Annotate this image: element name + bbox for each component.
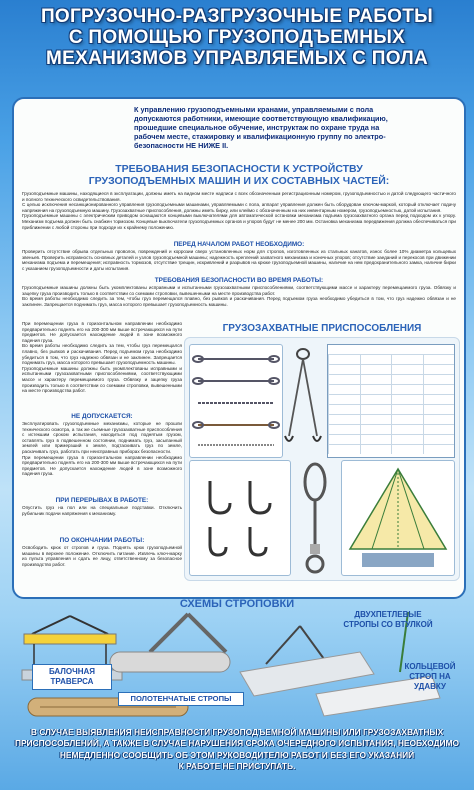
poster-title <box>0 6 474 69</box>
before-text: Проверить отсутствие обрыва отдельных проволок, повреждений и коррозии сверх установленных норм для стропов, изготовленных из стальных канатов, износ более 10% диаметра кольцевых звеньев. Проверить исправность основных деталей и узлов грузоподъемной машины; надежность креплений захватного механизма и конечных упоров; отсутствие заеданий и перекосов при движении механизма подъема и перемещения; исправность тормозов, отсутствие трещин, искривлений и разрывов на крюке грузоподъемной машины, наличие на нем предохранительного замка, наличие бирки с указанием грузоподъемности и даты испытания. <box>22 249 456 271</box>
section-before-header: ПЕРЕД НАЧАЛОМ РАБОТ НЕОБХОДИМО: <box>173 241 305 248</box>
end-text: Освободить крюк от стропов и груза. Поднять крюк грузоподъемной машины в верхнее положение. Отключить питание. Извлечь ключ-марку из пульта управления и сдать ее лицу, ответственному за безопасное производство работ. <box>22 545 182 567</box>
callout-flat-slings: ПОЛОТЕНЧАТЫЕ СТРОПЫ <box>118 692 244 706</box>
sling-table <box>327 344 455 458</box>
warning-text: В СЛУЧАЕ ВЫЯВЛЕНИЯ НЕИСПРАВНОСТИ ГРУЗОПОДЪЕМНОЙ МАШИНЫ ИЛИ ГРУЗОЗАХВАТНЫХ ПРИСПОСОБЛЕНИЙ, А ТАКЖЕ В СЛУЧАЕ НАРУШЕНИЯ СРОКА ОЧЕРЕДНОГО ИСПЫТАНИЯ, НЕОБХОДИМО НЕМЕДЛЕННО СООБЩИТЬ ОБ ЭТОМ РУКОВОДИТЕЛЮ РАБОТ И БЕЗ ЕГО УКАЗАНИЙ К РАБОТЕ НЕ ПРИСТУПАТЬ. <box>14 727 460 772</box>
breaks-text: Опустить груз на пол или на специальные подставки. Отключить рубильник подачи напряжения к механизму. <box>22 505 182 516</box>
section-forbidden-header: НЕ ДОПУСКАЕТСЯ: <box>71 413 133 420</box>
angle-scheme <box>342 461 454 575</box>
slings-card <box>189 344 283 458</box>
gripping-illustrations <box>184 337 460 581</box>
slings-drawing <box>190 345 282 457</box>
hooks-drawing <box>190 461 290 575</box>
section-during-header: ТРЕБОВАНИЯ БЕЗОПАСНОСТИ ВО ВРЕМЯ РАБОТЫ: <box>154 277 324 284</box>
scheme-card <box>341 460 455 576</box>
requirements-text: Грузоподъемные машины, находящиеся в эксплуатации, должны иметь на видном месте надписи с всех обозначенным регистрационным номером, грузоподъемностью и датой следующего частичного и полного технического освидетельствования. С целью исключения несанкционированного управления грузоподъемными машинами, управляемыми с пола, аппарат управления должен быть оборудован ключом-маркой, который отключает подачу напряжения на грузоподъемную машину. Грузозахватные приспособления, должны иметь бирку, или клеймо с обозначенным на них инвентарным номером, грузоподъемностью, датой испытания. Грузоподъемные машины с электрическим приводом оснащаются концевыми выключателями для автоматической остановки механизма подъема грузозахватного органа перед подходом их к упору. Механизм подъема должен быть снабжен тормозом. Концевые выключатели грузоподъемных органов и упоров будут не менее 200 мм. Остановка механизма передвижения должна обеспечиваться при приближении с любой стороны при подходе их к крайнему положению. <box>22 191 456 230</box>
callout-ring-sling: КОЛЬЦЕВОЙ СТРОП НА УДАВКУ <box>404 662 456 691</box>
forbidden-text: Эксплуатировать грузоподъемные механизмы, которые не прошли технического осмотра, а так же съемные грузозахватные приспособления с истекшим сроком испытания, находиться под поднятым грузом, оставлять груз в подвешенном состоянии, поднимать груз, засыпанный землей или примерзший к земле, подтаскивать груз по земле, раскачивать груз, работать при неисправных приборах безопасности. При перемещении груза в горизонтальном направлении необходимо предварительно поднять его на 200-300 мм выше встречающихся на пути предметов. Не допускается нахождение людей в зоне возможного падения груза. <box>22 421 182 477</box>
title-line-3: МЕХАНИЗМОВ УПРАВЛЯЕМЫХ С ПОЛА <box>46 48 428 69</box>
requirements-header: ТРЕБОВАНИЯ БЕЗОПАСНОСТИ К УСТРОЙСТВУ ГРУЗОПОДЪЕМНЫХ МАШИН И ИХ СОСТАВНЫХ ЧАСТЕЙ: <box>88 163 390 187</box>
intro-text: К управлению грузоподъемными кранами, управляемыми с пола допускаются работники, имеющие соответствующую квалификацию, прошедшие специальное обучение, инструктаж по охране труда на рабочем месте, стажировку и квалификационную группу по электро- безопасности НЕ НИЖЕ II. <box>134 105 388 150</box>
slinging-header: СХЕМЫ СТРОПОВКИ <box>179 598 295 610</box>
section-end-header: ПО ОКОНЧАНИИ РАБОТЫ: <box>59 537 145 544</box>
loop-sling <box>293 460 337 574</box>
two-loop-drawing <box>240 626 374 696</box>
title-line-1: ПОГРУЗОЧНО-РАЗГРУЗОЧНЫЕ РАБОТЫ <box>40 6 434 27</box>
title-line-2: С ПОМОЩЬЮ ГРУЗОПОДЪЕМНЫХ <box>68 27 406 48</box>
callout-two-loop: ДВУХПЕТЛЕВЫЕ СТРОПЫ СО ВТУЛКОЙ <box>343 610 433 629</box>
gripping-header: ГРУЗОЗАХВАТНЫЕ ПРИСПОСОБЛЕНИЯ <box>222 323 422 334</box>
callout-traverse: БАЛОЧНАЯ ТРАВЕРСА <box>32 664 112 690</box>
hooks-card <box>189 460 291 576</box>
content-panel <box>12 97 466 599</box>
during-text-top: Грузоподъемные машины должны быть укомплектованы исправными и испытанными грузозахватными приспособлениями, соответствующими массе и характеру перемещаемого груза. Обвязку и зацепку груза производить только в соответствии со схемами строповки, вывешенными на месте производства работ. Во время работы необходимо следить за тем, чтобы груз перемещался плавно, без рывков и раскачивания. Перед подъемом груза необходимо убедиться в том, что груз надежно обвязан и не заклинен. Запрещается поднимать груз, масса которого превышает грузоподъемность машины. <box>22 285 456 307</box>
section-breaks-header: ПРИ ПЕРЕРЫВАХ В РАБОТЕ: <box>55 497 149 504</box>
during-text-left: При перемещении груза в горизонтальном направлении необходимо предварительно поднять его на 200-300 мм выше встречающихся на пути предметов. Не допускается нахождение людей в зоне возможного падения груза. Во время работы необходимо следить за тем, чтобы груз перемещался плавно, без рывков и раскачивания. Перед подъемом груза необходимо убедиться в том, что груз надежно обвязан и не заклинен. Запрещается поднимать груз, масса которого превышает грузоподъемность машины. Грузоподъемные машины должны быть укомплектованы исправными и испытанными грузозахватными приспособлениями, соответствующими массе и характеру перемещаемого груза. Обвязку и зацепку груза производить только в соответствии со схемами строповки, вывешенными на месте производства работ. <box>22 321 182 394</box>
two-leg-sling <box>283 346 323 456</box>
